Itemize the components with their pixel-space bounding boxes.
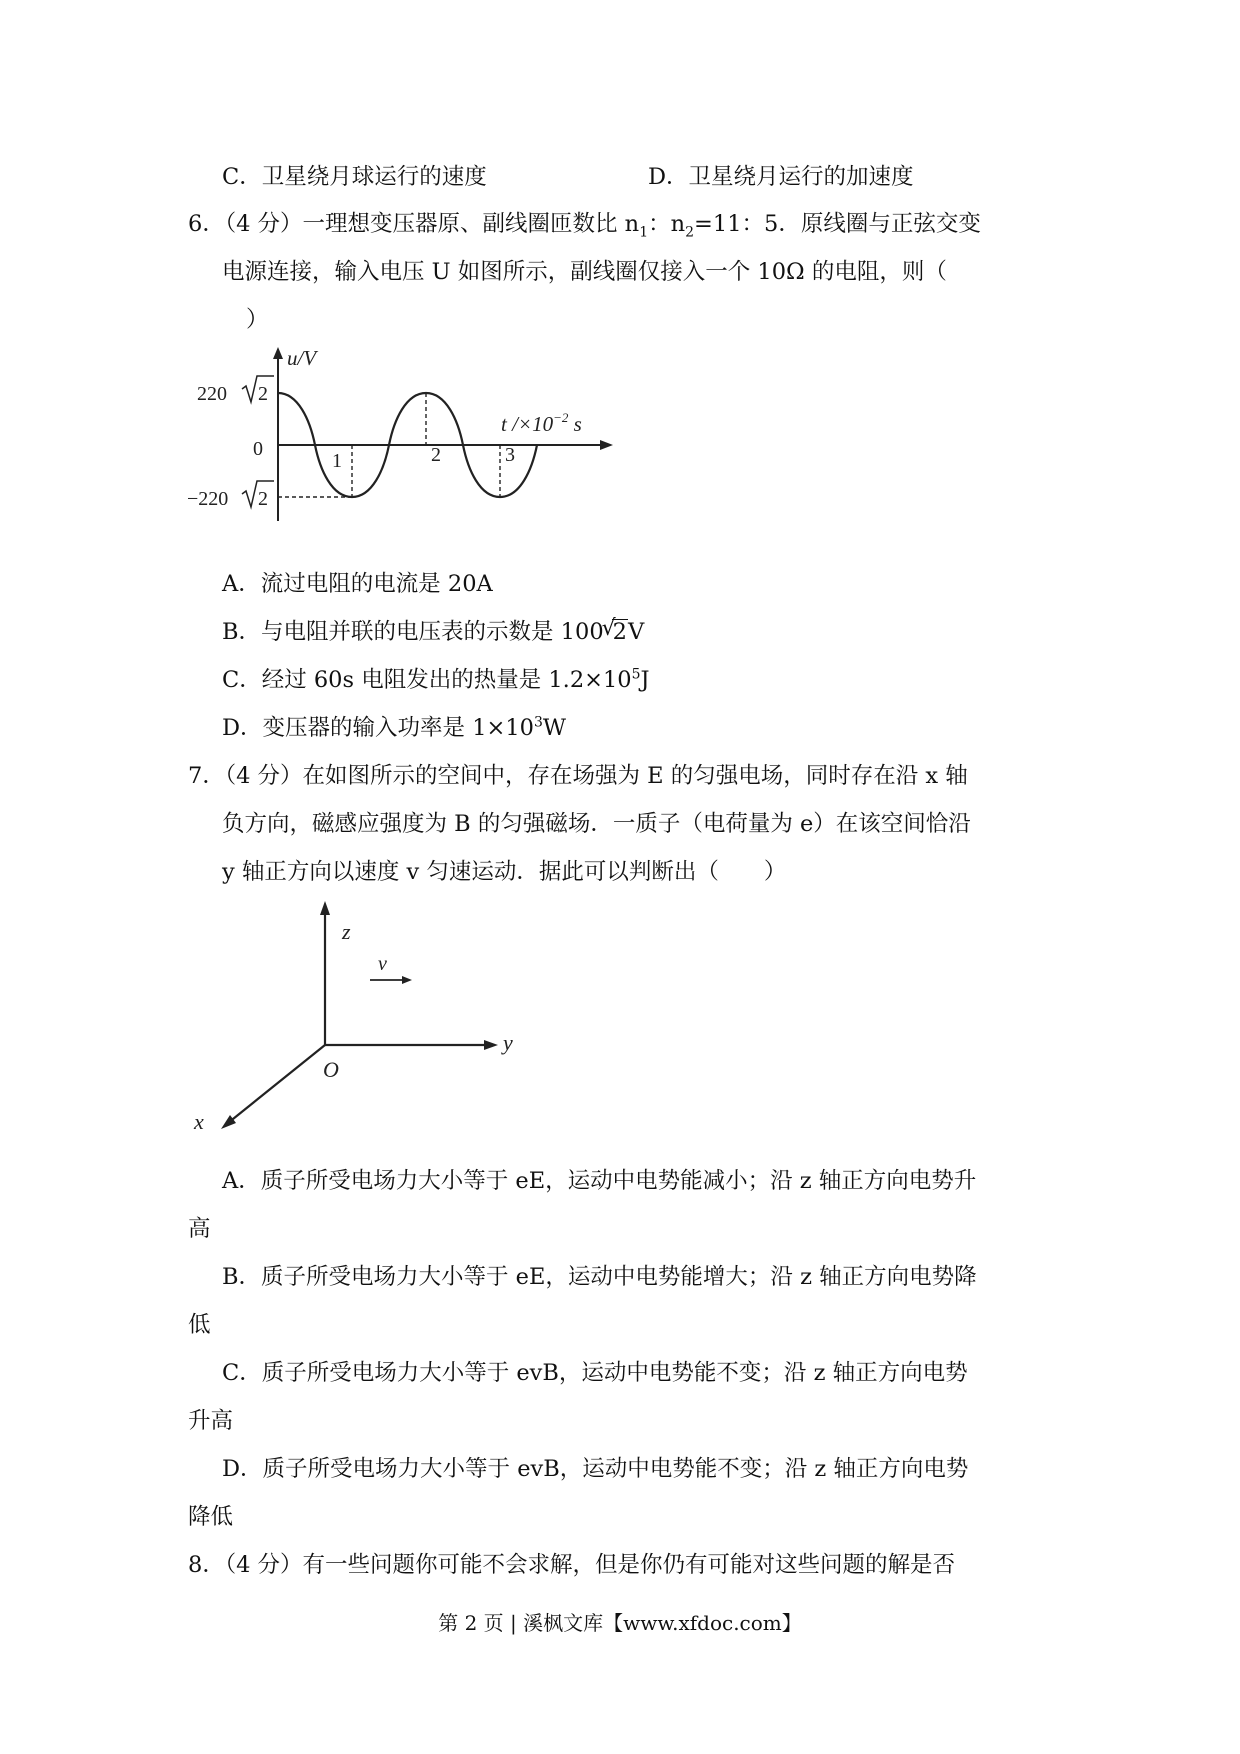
q5-option-d: D．卫星绕月运行的加速度: [648, 164, 914, 190]
y-tick-top-radicand: 2: [258, 383, 268, 405]
q7-coordinate-axes-figure: [180, 895, 530, 1145]
x-tick-3: 3: [505, 444, 515, 466]
q6-stem-line-1: 6．（4 分）一理想变压器原、副线圈匝数比 $n_1$：$n_2=11$：5．原线圈与正弦交变: [188, 211, 981, 241]
q7-stem-line-2: 负方向，磁感应强度为 B 的匀强磁场．一质子（电荷量为 e）在该空间恰沿: [222, 811, 971, 837]
x-axis-arrow: [600, 440, 613, 450]
q6-stem-line-3: ）: [246, 307, 269, 333]
q8-stem-line-1: 8．（4 分）有一些问题你可能不会求解，但是你仍有可能对这些问题的解是否: [188, 1552, 956, 1578]
sqrt-radicand: √ 2: [601, 616, 627, 645]
q7-stem-line-1: 7．（4 分）在如图所示的空间中，存在场强为 E 的匀强电场，同时存在沿 x 轴: [188, 763, 968, 789]
q6-stem-line-2: 电源连接，输入电压 U 如图所示，副线圈仅接入一个 10Ω 的电阻，则（: [222, 259, 947, 285]
velocity-label: v: [378, 953, 387, 975]
y-tick-zero: 0: [253, 438, 263, 460]
page-footer: 第 2 页 | 溪枫文库【www.xfdoc.com】: [438, 1611, 802, 1635]
q6-voltage-waveform-figure: [185, 345, 625, 530]
z-axis-arrow: [320, 901, 330, 915]
q6-option-d: D．变压器的输入功率是 $1\times 10^3W$: [222, 714, 567, 741]
q6-option-b: B．与电阻并联的电压表的示数是 100 √ 2V: [222, 616, 645, 645]
q7-option-d-line-1: D．质子所受电场力大小等于 evB，运动中电势能不变；沿 z 轴正方向电势: [222, 1456, 969, 1482]
q7-option-b-line-1: B．质子所受电场力大小等于 eE，运动中电势能增大；沿 z 轴正方向电势降: [222, 1264, 977, 1290]
y-axis-label: u/V: [287, 346, 317, 370]
x-axis-label: t $/\times 10^{-2}$ s: [501, 410, 582, 436]
x-axis: [228, 1045, 325, 1123]
q6-option-c: C．经过 60s 电阻发出的热量是 $1.2\times 10^5J$: [222, 666, 650, 693]
q7-option-d-line-2: 降低: [188, 1504, 234, 1530]
q7-option-a-line-2: 高: [188, 1216, 211, 1242]
sqrt-glyph: √: [601, 616, 616, 641]
q6-option-a: A．流过电阻的电流是 20A: [222, 571, 493, 597]
y-axis-label: y: [503, 1030, 513, 1055]
x-tick-2: 2: [431, 444, 441, 466]
q5-option-c: C．卫星绕月球运行的速度: [222, 164, 487, 190]
z-axis-label: z: [342, 919, 351, 944]
y-axis-arrow: [273, 347, 283, 359]
velocity-arrow-head: [402, 976, 412, 984]
q7-option-c-line-1: C．质子所受电场力大小等于 evB，运动中电势能不变；沿 z 轴正方向电势: [222, 1360, 968, 1386]
q7-option-b-line-2: 低: [188, 1312, 211, 1338]
y-axis-arrow: [484, 1040, 498, 1050]
q7-stem-line-3: y 轴正方向以速度 v 匀速运动．据此可以判断出（ ）: [222, 859, 787, 885]
y-tick-top: 220: [197, 383, 227, 405]
y-tick-bottom-radicand: 2: [258, 488, 268, 510]
q7-option-a-line-1: A．质子所受电场力大小等于 eE，运动中电势能减小；沿 z 轴正方向电势升: [222, 1168, 977, 1194]
x-tick-1: 1: [332, 450, 342, 472]
y-tick-bottom: −220: [187, 488, 229, 510]
origin-label: O: [323, 1057, 339, 1082]
q7-option-c-line-2: 升高: [188, 1408, 234, 1434]
x-axis-label: x: [194, 1109, 204, 1134]
